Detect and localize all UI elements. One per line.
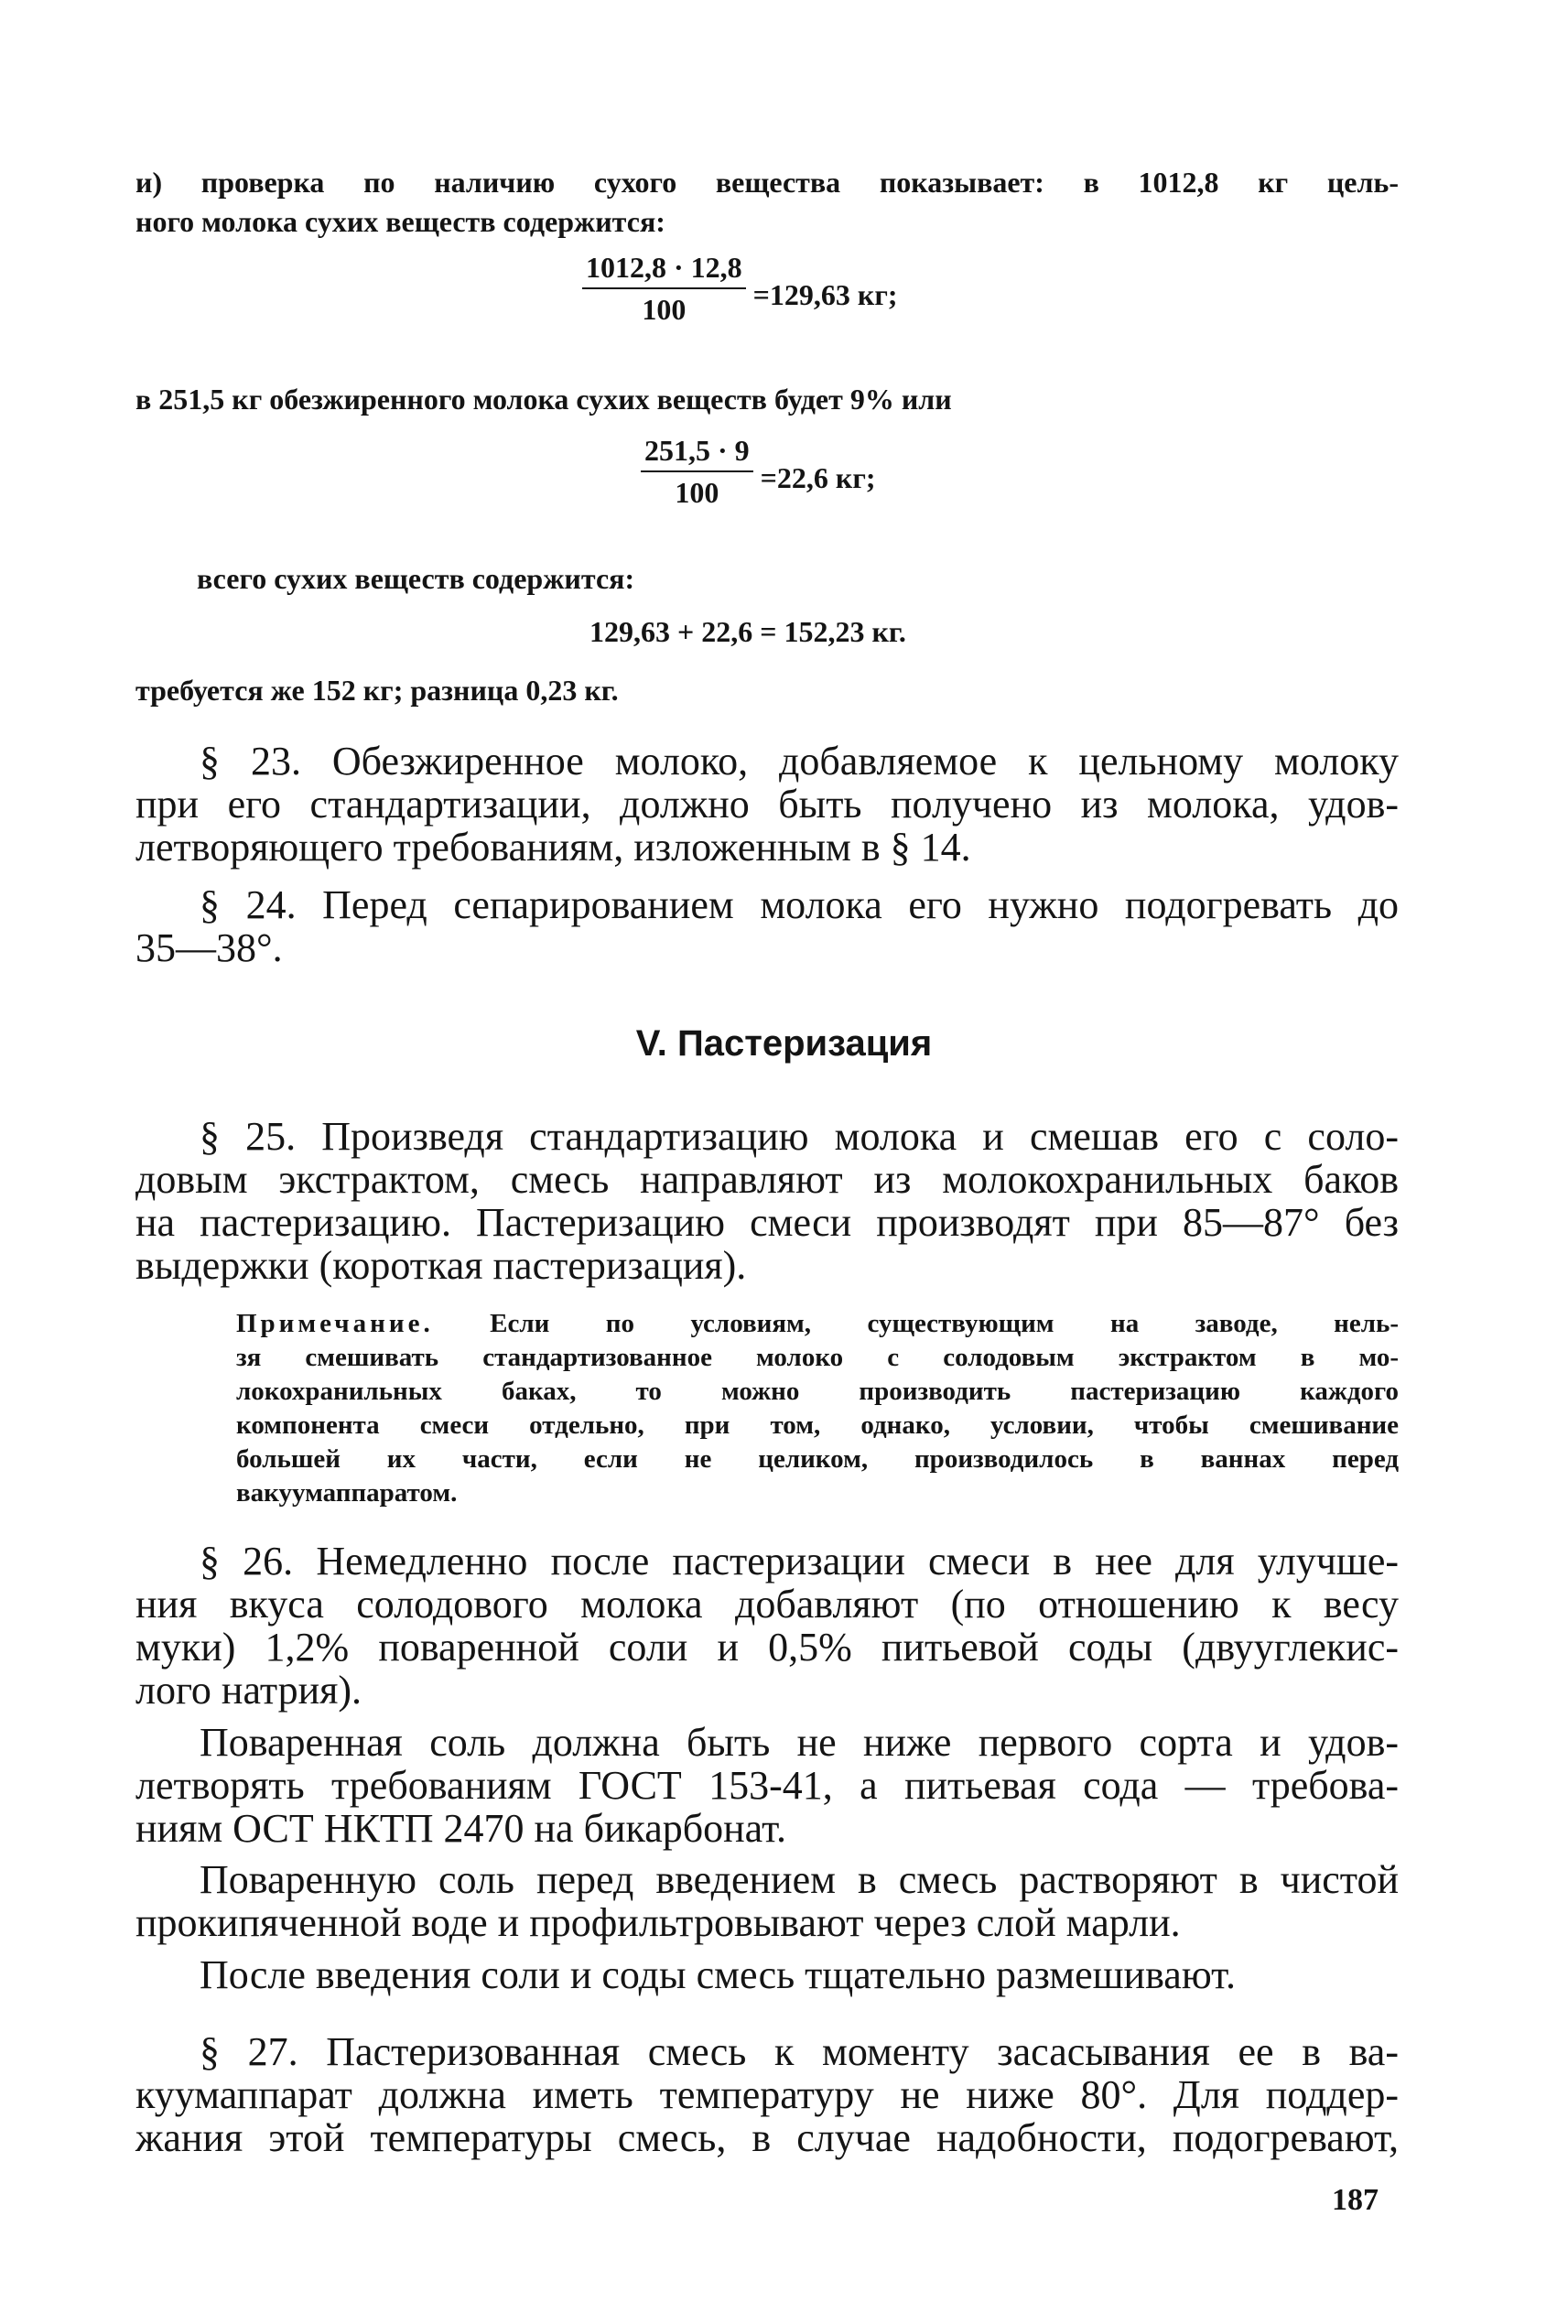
text-line: § 27. Пастеризованная смесь к моменту засасывания ее в ва- <box>200 2029 1399 2074</box>
text-line: ного молока сухих веществ содержится: <box>135 205 665 238</box>
text-line: довым экстрактом, смесь направляют из молокохранильных баков <box>135 1157 1399 1202</box>
note-text: Если по условиям, существующим на заводе, нель- <box>490 1309 1400 1338</box>
text-block-dry-matter-check <box>135 163 1399 242</box>
paragraph-24 <box>135 883 1399 969</box>
text-line: летворять требованиям ГОСТ 153-41, а питьевая сода — требова- <box>135 1763 1399 1808</box>
text-block-difference <box>135 671 1399 710</box>
text-line: § 26. Немедленно после пастеризации смеси в нее для улучше- <box>200 1539 1399 1584</box>
text-line: и) проверка по наличию сухого вещества показывает: в 1012,8 кг цель- <box>135 166 1399 199</box>
text-line: лого натрия). <box>135 1668 362 1713</box>
text-line: ниям ОСТ НКТП 2470 на бикарбонат. <box>135 1806 786 1851</box>
text-line: большей их части, если не целиком, производилось в ваннах перед <box>236 1444 1399 1474</box>
text-line: прокипяченной воде и профильтровывают через слой марли. <box>135 1900 1181 1945</box>
paragraph-26 <box>135 1540 1399 1712</box>
text-line: Поваренная соль должна быть не ниже первого сорта и удов- <box>200 1720 1399 1765</box>
fraction-denominator: 100 <box>675 476 719 509</box>
formula-skim-milk-solids <box>641 432 876 511</box>
text-line: локохранильных баках, то можно производить пастеризацию каждого <box>236 1377 1399 1406</box>
text-line: компонента смеси отдельно, при том, однако, условии, чтобы смешивание <box>236 1411 1399 1440</box>
formula-result: =22,6 кг; <box>760 460 876 494</box>
paragraph-23 <box>135 740 1399 869</box>
paragraph-salt-requirements <box>135 1721 1399 1850</box>
fraction <box>641 432 753 511</box>
text-line: Поваренную соль перед введением в смесь растворяют в чистой <box>200 1857 1399 1902</box>
text-line: вакуумаппаратом. <box>236 1478 458 1508</box>
page-number: 187 <box>1332 2183 1379 2217</box>
text-line: После введения соли и соды смесь тщательно размешивают. <box>200 1952 1237 1997</box>
paragraph-27 <box>135 2030 1399 2159</box>
text-line: требуется же 152 кг; разница 0,23 кг. <box>135 674 619 707</box>
sum-equation: 129,63 + 22,6 = 152,23 кг. <box>589 615 906 648</box>
text-line: § 24. Перед сепарированием молока его нужно подогревать до <box>200 882 1399 927</box>
formula-whole-milk-solids <box>582 249 898 328</box>
text-line: зя смешивать стандартизованное молоко с солодовым экстрактом в мо- <box>236 1343 1399 1372</box>
paragraph-25 <box>135 1115 1399 1287</box>
text-line: куумаппарат должна иметь температуру не ниже 80°. Для поддер- <box>135 2072 1399 2117</box>
paragraph-salt-dissolving <box>135 1858 1399 1944</box>
text-line: в 251,5 кг обезжиренного молока сухих веществ будет 9% или <box>135 383 952 416</box>
paragraph-mixing <box>135 1953 1399 1996</box>
fraction-denominator: 100 <box>642 293 687 326</box>
text-block-total-solids <box>197 559 1460 599</box>
text-line: § 25. Произведя стандартизацию молока и смешав его с соло- <box>200 1114 1399 1159</box>
text-line: при его стандартизации, должно быть получено из молока, удов- <box>135 782 1399 827</box>
note-label: Примечание. <box>236 1309 434 1338</box>
fraction-numerator: 1012,8 · 12,8 <box>582 249 746 289</box>
text-line <box>236 1307 1399 1341</box>
section-heading: V. Пастеризация <box>635 1023 933 1064</box>
fraction <box>582 249 746 328</box>
text-line: § 23. Обезжиренное молоко, добавляемое к цельному молоку <box>200 739 1399 784</box>
note-block <box>236 1307 1399 1510</box>
fraction-numerator: 251,5 · 9 <box>641 432 753 472</box>
text-line: 35—38°. <box>135 925 283 970</box>
text-line: выдержки (короткая пастеризация). <box>135 1243 747 1288</box>
formula-result: =129,63 кг; <box>752 277 898 311</box>
text-line: жания этой температуры смесь, в случае надобности, подогревают, <box>135 2115 1399 2160</box>
text-line: на пастеризацию. Пастеризацию смеси производят при 85—87° без <box>135 1200 1399 1245</box>
text-line: ния вкуса солодового молока добавляют (по отношению к весу <box>135 1582 1399 1627</box>
text-line: муки) 1,2% поваренной соли и 0,5% питьевой соды (двууглекис- <box>135 1625 1399 1670</box>
text-block-skim-milk-solids <box>135 380 1399 419</box>
text-line: летворяющего требованиям, изложенным в § 14. <box>135 825 971 870</box>
text-line: всего сухих веществ содержится: <box>197 562 635 595</box>
